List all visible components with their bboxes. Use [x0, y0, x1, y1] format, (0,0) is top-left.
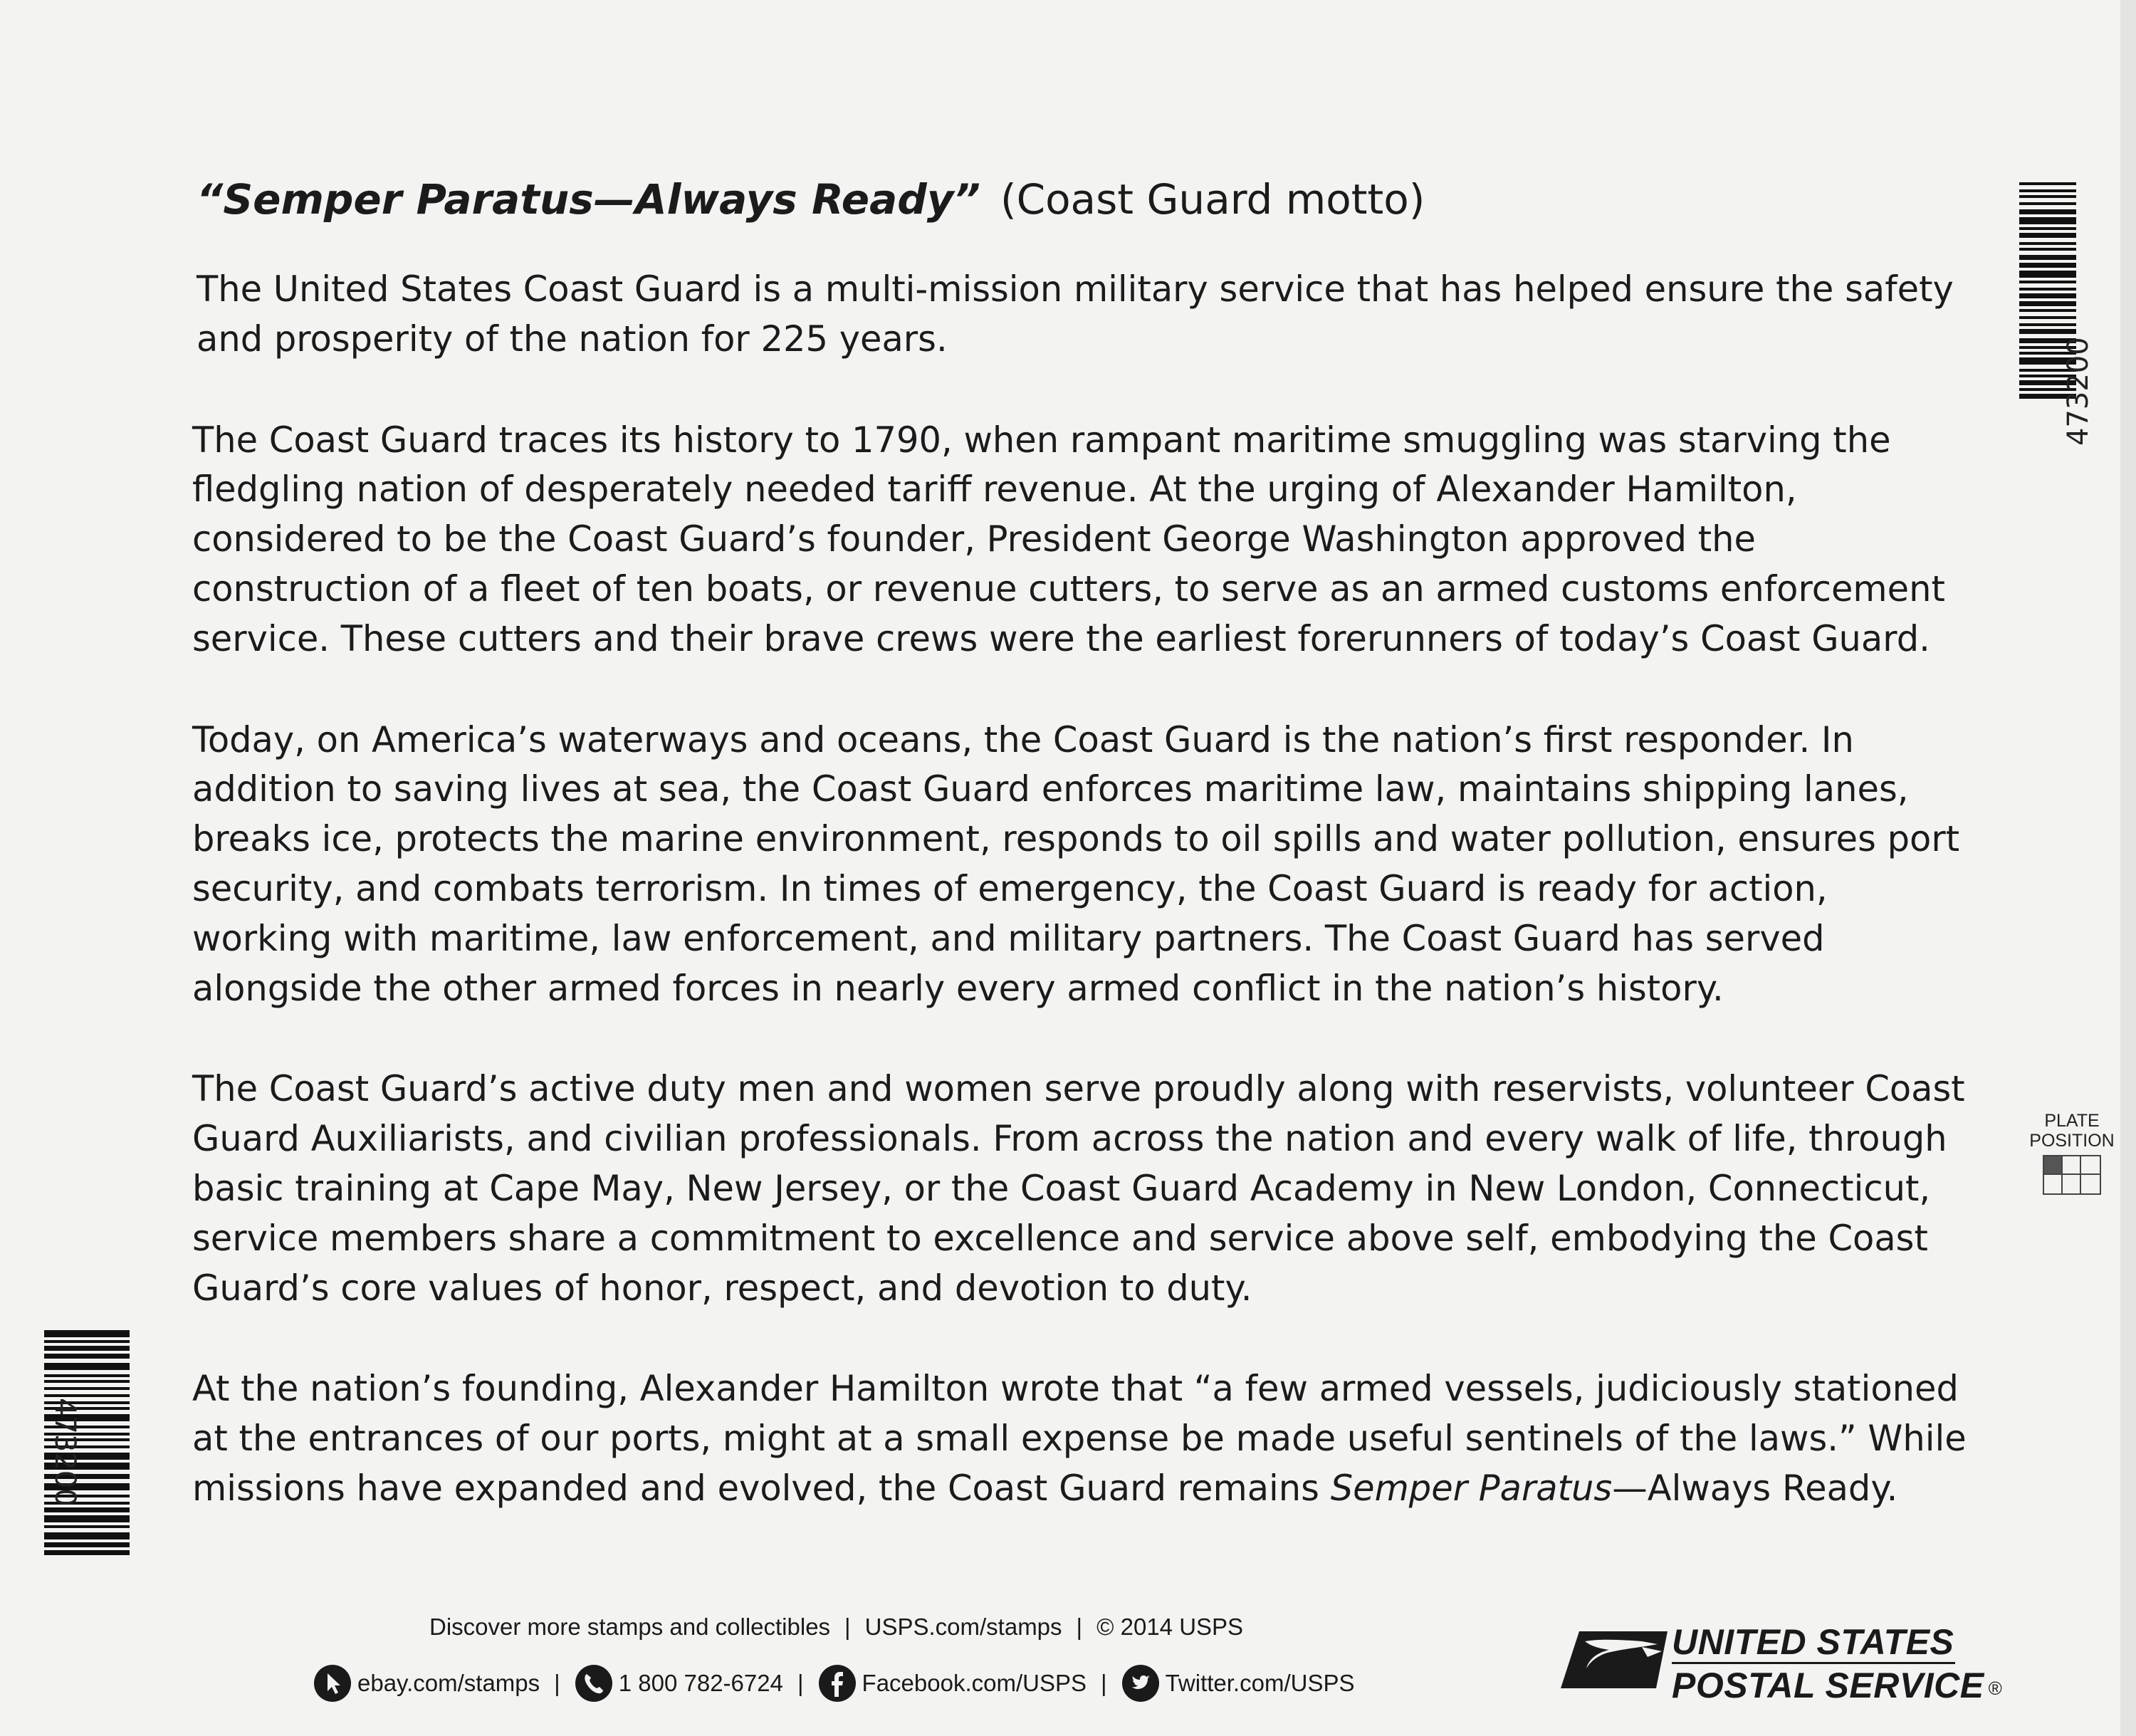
footer-phone[interactable]: 1 800 782-6724	[618, 1670, 783, 1696]
barcode-bar	[44, 1340, 130, 1343]
footer-discover: Discover more stamps and collectibles	[429, 1614, 831, 1640]
footer-ebay-link[interactable]: ebay.com/stamps	[357, 1670, 540, 1696]
barcode-bar	[2019, 233, 2076, 238]
barcode-bar	[44, 1542, 130, 1547]
paragraph-3: Today, on America’s waterways and oceans, the Coast Guard is the nation’s first responder. In addition to saving lives at sea, the Coast Guard enforces maritime law, maintains shipping lanes, breaks ice, protects the marine environment, responds to oil spills and water pollution, ensures port security, and combats terrorism. In times of emergency, the Coast Guard is ready for action, working with maritime, law enforcement, and military partners. The Coast Guard has served alongside the other armed forces in nearly every armed conflict in the nation’s history.	[192, 718, 1960, 1009]
barcode-bar	[2019, 316, 2076, 319]
barcode-bar	[2019, 227, 2076, 230]
paragraph-2: The Coast Guard traces its history to 1790, when rampant maritime smuggling was starving the fledgling nation of desperately needed tariff revenue. At the urging of Alexander Hamilton, considered to be the Coast Guard’s founder, President George Washington approved the construction of a fleet of ten boats, or revenue cutters, to serve as an armed customs enforcement service. These cutters and their brave crews were the earliest forerunners of today’s Coast Guard.	[192, 419, 1945, 659]
paragraph-5-start: At the nation’s founding, Alexander Hamilton wrote that “a few armed vessels, judiciously stationed at the entrances of our ports, might at a small expense be made useful sentinels of the laws.” While missions have expanded and evolved, the Coast Guard remains	[192, 1368, 1967, 1509]
plate-position	[2026, 1111, 2118, 1195]
plate-cell	[2063, 1175, 2081, 1193]
barcode-right-number: 473200	[2062, 337, 2095, 446]
plate-position-grid	[2043, 1155, 2101, 1195]
barcode-bar	[44, 1507, 130, 1512]
barcode-bar	[44, 1515, 130, 1522]
barcode-right	[2019, 182, 2105, 446]
footer-separator: |	[1101, 1670, 1107, 1696]
cursor-icon	[313, 1664, 352, 1703]
barcode-bar	[2019, 189, 2076, 192]
usps-wordmark-rule	[1672, 1662, 1955, 1664]
footer-separator: |	[797, 1670, 804, 1696]
facebook-icon	[818, 1664, 857, 1703]
barcode-bar	[44, 1387, 130, 1390]
phone-icon	[575, 1664, 613, 1703]
barcode-bar	[44, 1380, 130, 1383]
footer-copyright: © 2014 USPS	[1096, 1614, 1244, 1640]
barcode-bar	[44, 1363, 130, 1370]
barcode-bar	[2019, 281, 2076, 283]
barcode-bar	[2019, 329, 2076, 334]
footer-separator: |	[1076, 1614, 1083, 1640]
sheet-edge	[2120, 0, 2136, 1736]
heading-motto: “Semper Paratus—Always Ready”	[197, 175, 980, 224]
eagle-logo	[1558, 1626, 1668, 1694]
barcode-bar	[44, 1330, 130, 1337]
barcode-bar	[2019, 263, 2076, 268]
barcode-bar	[2019, 242, 2076, 245]
usps-wordmark-line2: POSTAL SERVICE	[1672, 1666, 1984, 1705]
barcode-bar	[2019, 209, 2076, 214]
paragraph-4: The Coast Guard’s active duty men and women serve proudly along with reservists, volunteer Coast Guard Auxiliarists, and civilian professionals. From across the nation and every walk of life, through basic training at Cape May, New Jersey, or the Coast Guard Academy in New London, Connecticut, service members share a commitment to excellence and service above self, embodying the Coast Guard’s core values of honor, respect, and devotion to duty.	[192, 1068, 1965, 1309]
barcode-bar	[44, 1374, 130, 1377]
barcode-bar	[44, 1346, 130, 1351]
plate-cell	[2081, 1175, 2100, 1193]
barcode-bar	[2019, 202, 2076, 205]
barcode-bar	[2019, 248, 2076, 251]
barcode-bar	[2019, 182, 2076, 185]
twitter-icon	[1121, 1664, 1160, 1703]
footer-twitter-link[interactable]: Twitter.com/USPS	[1165, 1670, 1355, 1696]
heading	[197, 171, 1972, 228]
barcode-bar	[2019, 288, 2076, 291]
paragraph-1: The United States Coast Guard is a multi-mission military service that has helped ensure the safety and prosperity of the nation for 225 years.	[197, 268, 1954, 360]
text-content	[192, 171, 1972, 1514]
plate-label-line2: POSITION	[2029, 1131, 2115, 1151]
footer-info-line	[429, 1613, 1243, 1641]
barcode-bar	[2019, 195, 2076, 198]
barcode-left-number: 473200	[48, 1398, 81, 1507]
footer-separator: |	[844, 1614, 851, 1640]
heading-attribution: (Coast Guard motto)	[1000, 175, 1425, 224]
footer-facebook-link[interactable]: Facebook.com/USPS	[862, 1670, 1087, 1696]
footer-separator: |	[554, 1670, 560, 1696]
barcode-bar	[2019, 271, 2076, 278]
barcode-bar	[2019, 217, 2076, 224]
barcode-left	[44, 1330, 131, 1557]
barcode-bar	[44, 1550, 130, 1555]
paragraph-5-end: —Always Ready.	[1612, 1467, 1898, 1509]
usps-wordmark	[1672, 1622, 2002, 1708]
barcode-bar	[2019, 255, 2076, 260]
plate-cell-marked	[2044, 1156, 2063, 1175]
registered-mark: ®	[1988, 1677, 2003, 1699]
footer-usps-stamps-link[interactable]: USPS.com/stamps	[864, 1614, 1062, 1640]
barcode-bar	[2019, 309, 2076, 312]
barcode-bar	[44, 1525, 130, 1528]
paragraph-5-italic: Semper Paratus	[1330, 1467, 1613, 1509]
barcode-bar	[44, 1354, 130, 1359]
plate-cell	[2044, 1175, 2063, 1193]
plate-label-line1: PLATE	[2044, 1111, 2100, 1131]
footer-social-line	[313, 1663, 1354, 1703]
barcode-bar	[44, 1394, 130, 1397]
plate-cell	[2081, 1156, 2100, 1175]
barcode-bar	[2019, 301, 2076, 306]
plate-cell	[2063, 1156, 2081, 1175]
barcode-bar	[2019, 293, 2076, 298]
paragraph-5	[192, 1364, 1972, 1513]
barcode-bar	[44, 1532, 130, 1539]
usps-wordmark-line1: UNITED STATES	[1672, 1622, 1954, 1662]
barcode-bar	[2019, 323, 2076, 326]
